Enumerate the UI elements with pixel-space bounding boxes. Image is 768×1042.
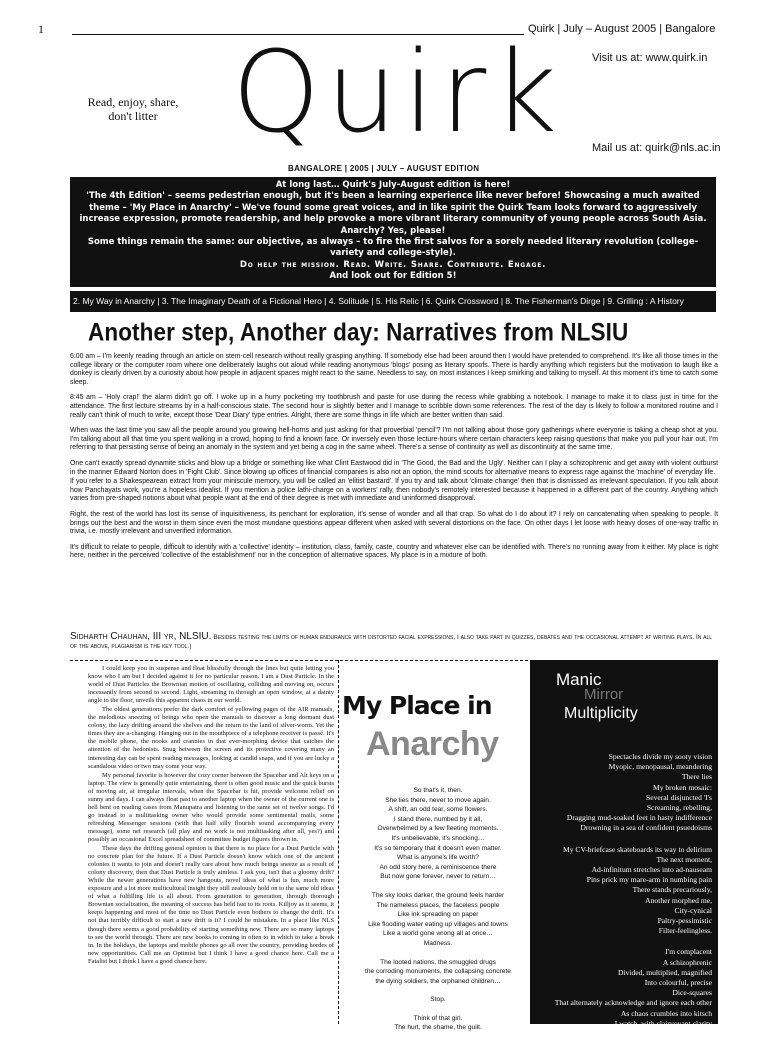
poem-stanza — [342, 958, 534, 987]
banner-line-4: Do help the mission. Read. Write. Share. Contribute. Engage. — [239, 259, 547, 270]
article-headline: Another step, Another day: Narratives from NLSIU — [88, 318, 629, 346]
edition-line: BANGALORE | 2005 | JULY – AUGUST EDITION — [288, 164, 480, 173]
panel-title-mirror: Mirror — [584, 686, 624, 703]
poem-line: But now gone forever, never to return… — [380, 873, 496, 881]
poem-line: The looted nations, the smuggled drugs — [380, 958, 496, 966]
email-text: Mail us at: quirk@nls.ac.in — [592, 142, 721, 154]
my-place-in-anarchy-poem — [342, 786, 534, 1042]
poem-line: Into colourful, precise — [644, 978, 712, 988]
column-paragraph: I could keep you in suspense and float blissfully through the lines but quite letting you know who I am but I decided against it for no particular reason. I am a Dust Particle. In the world of Dust Particles the Brownian motion of oscillating, colliding and moving on, occurs incessantly from second to second. Light, streaming in through an open window, at a dainty angle to the floor, unveils this apparent chaos in our world. — [88, 665, 334, 705]
announcement-banner — [70, 177, 716, 287]
poem-stanza — [532, 845, 712, 937]
poem-line: Myopic, menopausal, meandering — [608, 762, 712, 772]
poem-line: Overwhelmed by a few fleeting moments. — [377, 825, 499, 833]
poem-line: Stop. — [430, 996, 446, 1004]
poem-line: the dying soldiers, the orphaned children… — [375, 977, 501, 985]
poem-stanza — [532, 947, 712, 1029]
poem-line: There stands precariously, — [632, 885, 712, 895]
poem-line: It's unbelievable, it's shocking… — [391, 834, 485, 842]
issue-info: Quirk | July – August 2005 | Bangalore — [528, 23, 716, 35]
dust-particle-column — [88, 665, 334, 1025]
poem-line: Paltry-pessimistic — [657, 916, 712, 926]
poem-title-line-1: My Place in — [342, 691, 492, 720]
poem-line: I stand there, numbed by it all, — [393, 815, 483, 823]
author-byline — [70, 632, 718, 651]
banner-line-2: 'The 4th Edition' – seems pedestrian enough, but it's been a learning experience like never before! Showcasing a much awaited theme – 'My Place in Anarchy' – We've found some great voices, and in like spirit the Quirk Team looks forward to aggressively increase expression, promote readership, and help provoke a more vibrant literary community of young people across South Asia. Anarchy? Yes, please! — [79, 191, 707, 236]
author-name: Sidharth Chauhan, III yr, NLSIU. — [70, 631, 212, 642]
article-paragraph: 8:45 am – 'Holy crap!' the alarm didn't go off. I woke up in a hurry pocketing my toothbrush and paste for use during the recess while grabbing a notebook. I manage to make it to class just in time for the attendance. The first lecture streams by in a half-conscious state. The second hour is slightly better and I manage to scribble down some references. The rest of the day is likely to follow a monitored routine and I really can't think of much to write, except those 'Dear Diary' type entries. Alright, there are some things in life which are better written than said. — [70, 394, 718, 419]
poem-line: Divided, multiplied, magnified — [617, 967, 712, 977]
poem-line: Another morphed me, — [645, 895, 712, 905]
poem-line: Dice-squares — [672, 988, 712, 998]
poem-line: Several disjuncted 'I's — [645, 792, 712, 802]
poem-line: Madness. — [423, 939, 453, 947]
poem-line: My broken mosaic: — [652, 782, 712, 792]
column-paragraph: The oldest generations prefer the dark comfort of yellowing pages of the AIR manuals, the melodious sneezing of beings who open the manuals to discover a long dormant dust colony, the lazy drifting around the shelves and the return to the land of silver-worm. Yet the times they are a-changing. Hanging out in the mouthpiece of a telephone receiver is passé. It's the mobile phone, the nooks and crannies in that ever-morphing device that catches the attention of the hedonists. Snug between the screen and its protective covering many an interesting day can be spent reading messages, looking at candid snaps, and if you are lucky a scandalous video or two may come your way. — [88, 706, 334, 770]
poem-line: The next moment, — [656, 854, 712, 864]
article-body — [70, 353, 718, 568]
poem-line: An odd story here, a reminiscence there — [379, 863, 497, 871]
poem-line: The hurt, the shame, the guilt. — [394, 1024, 482, 1032]
poem-line: Like ink spreading on paper — [397, 911, 479, 919]
poem-title-line-2: Anarchy — [366, 725, 499, 763]
poem-line: City-cynical — [674, 905, 712, 915]
poem-line: Screaming, rebelling, — [646, 803, 712, 813]
poem-line: the corroding monuments, the collapsing concrete — [365, 968, 511, 976]
poem-line: I watch, with clairvoyant clarity — [614, 1018, 712, 1028]
poem-line: She lies there, never to move again. — [385, 796, 491, 804]
poem-line: There lies — [681, 772, 712, 782]
manic-mirror-panel — [530, 660, 718, 1028]
article-paragraph: It's difficult to relate to people, difficult to identify with a 'collective' identity – institution, class, family, caste, country and whatever else can be identified with. There's no running away from it either. My place is right here, neither in the perceived 'collective of the establishment' nor in the conception of alternative spaces. My place is in a mixture of both. — [70, 543, 718, 560]
poem-line: That alternately acknowledge and ignore each other — [554, 998, 712, 1008]
poem-line: Dragging mud-soaked feet in hasty indifference — [566, 813, 712, 823]
poem-line: Like flooding water eating up villages and towns — [368, 920, 508, 928]
masthead-logo: Quirk — [232, 28, 564, 158]
panel-title-manic: Manic — [556, 670, 602, 689]
poem-line: As chaos crumbles into kitsch — [620, 1008, 712, 1018]
poem-line: The sky looks darker, the ground feels harder — [371, 891, 505, 899]
poem-stanza — [342, 891, 534, 949]
poem-line: Think of that girl. — [413, 1014, 463, 1022]
column-paragraph: These days the drifting general opinion is that there is no place for a Dust Particle with no concrete plan for the future. If a Dust Particle doesn't know which one of the ancient colonies it wants to join and doesn't really care about how much beings sneeze as a result of colony discovery, then that Dust Particle is truly aimless. I ask you, isn't that a gloomy drift? While the newer generations have new hangouts, novel ideas of what is fun, much more exposure and a lot more multicultural insight they still zealously hold on to the same old ideas of what a fulfilling life is all about. From generation to generation, through thorough Brownian socialization, the meaning of success has held fast to its roots. Killjoy as it seems, it keeps happening and most of the time no Dust Particle even bothers to change the drift. It's not that terribly difficult to start a new drift is it? I could be mistaken. In a place like NLS though there seems a good probability of starting something new. There are so many laptops to see the world through. There are new books to coming in often to in which to take a break in. In the holidays, the laptops and mobile phones go all over the country, providing hordes of new opportunities. Call me an Optimist but I think I have a good chance here. Call me a Fatalist but I think I have a good chance here. — [88, 845, 334, 965]
slogan: Read, enjoy, share, don't litter — [87, 95, 179, 123]
poem-line: What is anyone's life worth? — [397, 854, 479, 862]
website-text: Visit us at: www.quirk.in — [592, 52, 708, 64]
panel-title-multiplicity: Multiplicity — [564, 705, 638, 722]
poem-line: Pins prick my mare-arm in numbing pain — [586, 875, 712, 885]
article-paragraph: Right, the rest of the world has lost its sense of inquisitiveness, its penchant for exploration, it's sense of wonder and all that crap. So what do I do about it? I rely on cancatenating when speaking to people. It brings out the best and the worst in them since even the most mundane questions appear different when asked with several distortions on the face. On other days I let loose with heavy doses of one-way traffic in trivia, i.e. mostly irrelevant and unverified information. — [70, 510, 718, 536]
poem-line: The nameless places, the faceless people — [376, 901, 500, 909]
poem-line: So that's it, then. — [413, 787, 463, 794]
banner-line-5: And look out for Edition 5! — [329, 271, 457, 282]
poem-stanza — [342, 1014, 534, 1033]
poem-line: Ad-infinitum stretches into ad-nauseam — [591, 865, 712, 875]
poem-line: I'm complacent — [665, 947, 712, 957]
poem-line: A schizophrenic — [662, 957, 712, 967]
poem-stanza — [532, 752, 712, 834]
poem-stanza — [342, 995, 534, 1005]
poem-line: Like a world gone wrong all at once… — [383, 930, 493, 938]
author-bio: Besides testing the limits of human endurance with distorted facial expressions, I also take part in quizzes, debates and the occasional attempt at writing plays. In all of the above, plagiarism is the key tool.) — [70, 634, 713, 650]
page-number: 1 — [38, 22, 44, 36]
article-paragraph: When was the last time you saw all the people around you growing hell-horns and just asking for that proverbial 'pencil'? I'm not talking about those gory gatherings where everyone is taking a cheap shot at you. I'm talking about all that time you spent walking in a crowd, hoping to find a known face. Or inversely even those lecture-hours where certain characters keep raising questions that make you pull your hair out. I'm referring to that persisting sense of being an anomaly in the system and yet being a cog in the same wheel. There's a sense of continuity as well as discontinuity at the same time. — [70, 427, 718, 452]
contents-bar: 2. My Way in Anarchy | 3. The Imaginary Death of a Fictional Hero | 4. Solitude | 5. His Relic | 6. Quirk Crossword | 8. The Fisherman's Dirge | 9. Grilling : A History — [70, 291, 716, 312]
article-paragraph: One can't exactly spread dynamite sticks and blow up a bridge or something like what Clint Eastwood did in 'The Good, the Bad and the Ugly'. Neither can I play a schizophrenic and get away with violent outburst in the manner Edward Norton does in 'Fight Club'. Since blowing up offices of financial companies is also not an option, the mind scouts for alternative means to express rage against the 'machine' of everyday life. — [70, 459, 718, 476]
column-paragraph: My personal favorite is however the cozy corner between the Spacebar and Alt keys on a laptop. The view is generally quite entertaining, there is often good music and the quick bursts of moving air, at irregular intervals, when the Spacebar is hit, provide welcome relief on sunny and days. I can always float past to another laptop when the owner of the current one is hell bent on reading cases from Manupatra and listening to the same set of twelve songs. I'd go instead to a multitasking owner who would provide some sentimental mails, some refreshing Messenger sessions (with that half silly flourish sound accompanying every message), some net research (all play and no work is not multitasking after all, yes?) and possibly an occasional Excel spreadsheet of committee budget figures thrown in. — [88, 771, 334, 843]
column-divider — [338, 660, 339, 1024]
poem-line: Spectacles divide my sooty vision — [608, 752, 712, 761]
poem-line: A shift, an odd tear, some flowers. — [388, 806, 488, 814]
poem-line: It's so temporary that it doesn't even matter. — [374, 844, 502, 852]
banner-line-3: Some things remain the same: our objective, as always – to fire the first salvos for a sorely needed literary revolution (college-variety and college-style). — [87, 237, 699, 259]
manic-mirror-poem — [532, 752, 712, 1040]
banner-line-1: At long last… Quirk's July-August edition is here! — [275, 180, 511, 190]
poem-line: Filter-feelingless. — [658, 926, 712, 936]
article-paragraph: If you refer to a Shakespearean extract from your miniscule memory, you will be called an 'elitist bastard'. If you try and talk about 'climate change' then that is dismissed as irrelevant speculation. If you talk about how Panchayats work, you're a hopeless idealist. If you mention a police lathi-charge on a workers' rally, then nobody's remotely interested because it happened in a different part of the country. Anything which varies from pre-shaped notions about what people want at the end of their degree is met with immediate and uninformed disapproval. — [70, 478, 718, 503]
poem-stanza — [342, 786, 534, 882]
poem-line: My CV-briefcase skateboards its way to delirium — [562, 844, 712, 854]
article-paragraph: 6:00 am – I'm keenly reading through an article on stem-cell research without really grasping anything. If somebody else had been around then I would have pretended to comprehend. It's like all those times in the college library or the computer room where one deliberately laughs out aloud while reading anonymous 'blogs' posing as literary spoofs. There is hardly anything which registers but the motivation to laugh like a donkey is clearly driven by a curiosity about how people in adjacent spaces might react to the same. Needless to say, on most instances I keep smirking and talking to myself. At this moment it's time to catch some sleep. — [70, 353, 718, 386]
poem-line: Drowning in a sea of confident psuedoisms — [580, 823, 712, 833]
